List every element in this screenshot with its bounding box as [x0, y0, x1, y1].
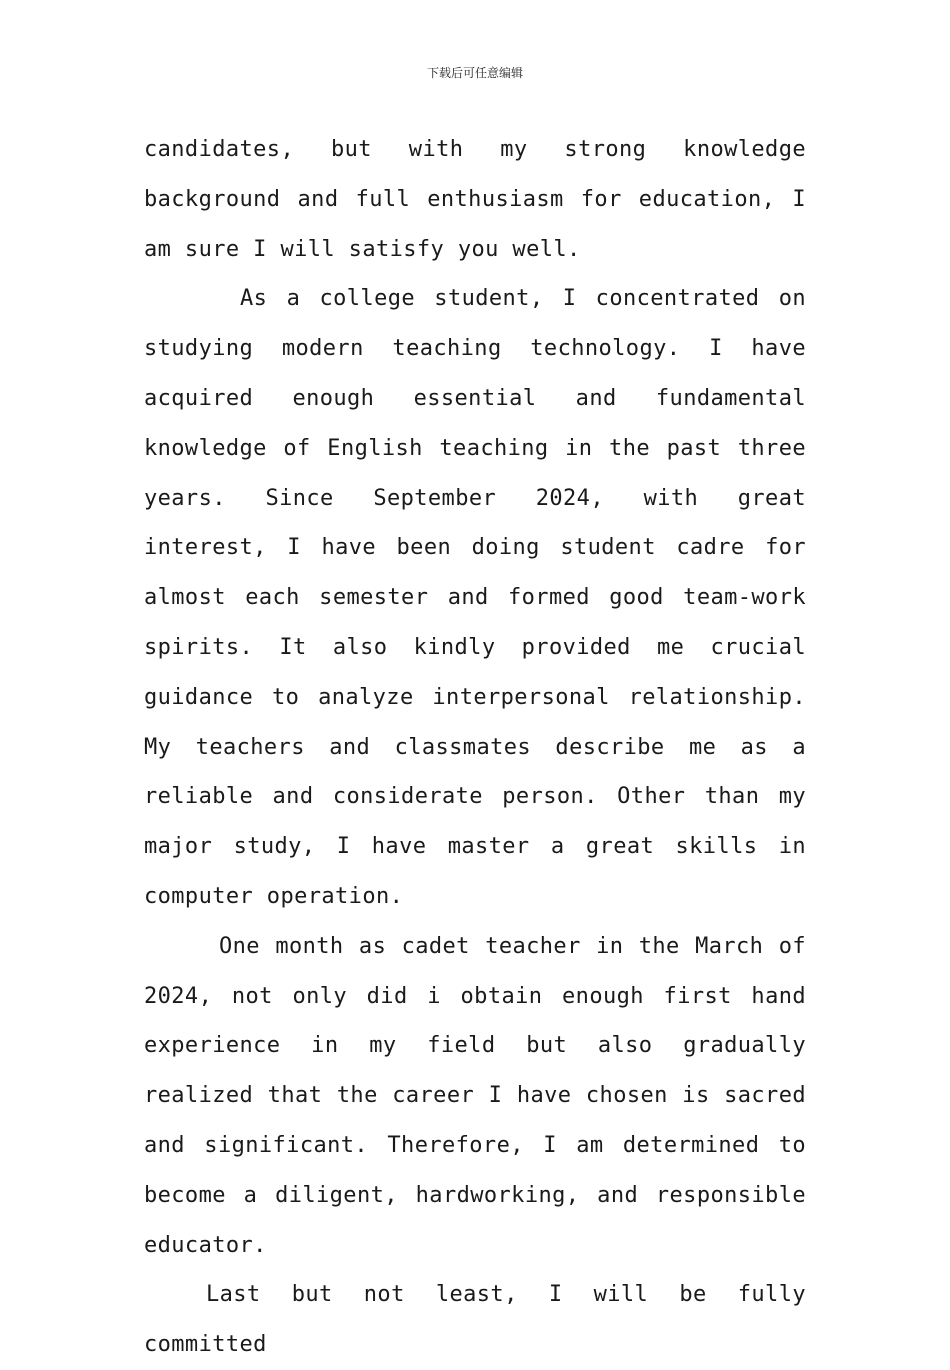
paragraph: As a college student, I concentrated on studying modern teaching technology. I have acquired enough essential and fundamental knowledge of English teaching in the past three years. Since September 2024, with great interest, I have been doing student cadre for almost each semester and formed good team-work spirits. It also kindly provided me crucial guidance to analyze interpersonal relationship. My teachers and classmates describe me as a reliable and considerate person. Other than my major study, I have master a great skills in computer operation. [144, 286, 806, 909]
page-header: 下载后可任意编辑 [426, 66, 523, 80]
document-body [144, 125, 806, 1370]
paragraph: candidates, but with my strong knowledge background and full enthusiasm for education, I am sure I will satisfy you well. [144, 137, 806, 262]
paragraph: One month as cadet teacher in the March of 2024, not only did i obtain enough first hand experience in my field but also gradually realized that the career I have chosen is sacred and significant. Therefore, I am determined to become a diligent, hardworking, and responsible educator. [144, 933, 806, 1258]
paragraph: Last but not least, I will be fully committed [144, 1282, 806, 1358]
